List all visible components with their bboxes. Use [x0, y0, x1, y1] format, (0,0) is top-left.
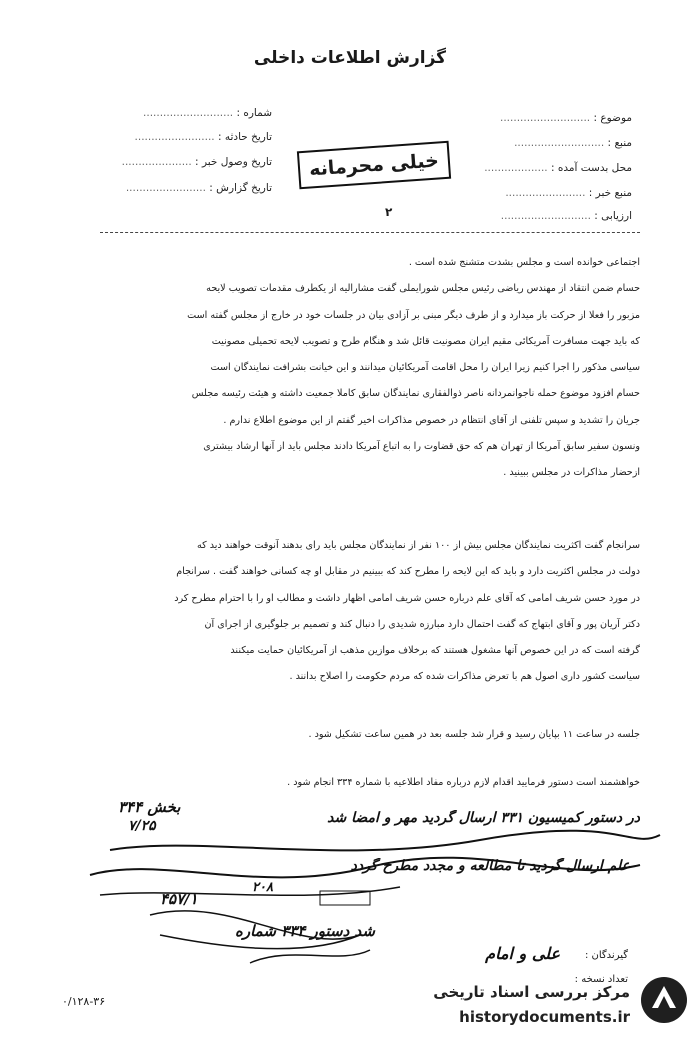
text-line: گرفته است که در این خصوص آنها مشغول هستند که برخلاف موازین مذهب از آمریکائیان حمایت میکنند: [230, 645, 640, 657]
archive-logo-icon: [638, 974, 690, 1026]
handwritten-note-top: بخش ۳۴۴: [118, 798, 181, 816]
header-value: ........................: [134, 131, 215, 143]
header-field-evaluation: ارزیابی : ...........................: [500, 210, 632, 222]
header-field-location: محل بدست آمده : ...................: [484, 162, 632, 174]
header-value: ...........................: [500, 210, 591, 222]
header-label: محل بدست آمده: [557, 162, 632, 174]
text-line: سیاست کشور داری اصول هم با تعرض مذاکرات شده که مردم حکومت را اصلاح بدانند .: [289, 671, 640, 683]
text-line: دکتر آریان پور و آقای ابتهاج که گفت احتمال دارد مبارزه شدیدی را دنبال کند و تصمیم بر جلوگیری از اجرای آن: [204, 618, 640, 630]
header-field-number: شماره : ...........................: [143, 107, 272, 119]
closing-line: [62, 770, 640, 796]
text-line: جریان را تشدید و سپس تلفنی از آقای انتظام در خصوص مذاکرات اخیر گفتم از این موضوع اطلاع ندارم .: [223, 414, 640, 426]
header-field-news-source: منبع خبر : ........................: [505, 187, 632, 199]
page-number: ۲: [385, 205, 393, 219]
handwritten-number-2: ۴۵۷/۱: [160, 890, 198, 908]
body-paragraph-3: [62, 722, 640, 748]
header-field-report-date: تاریخ گزارش : ........................: [125, 182, 272, 194]
header-field-receipt-date: تاریخ وصول خبر : .....................: [121, 156, 272, 168]
text-line: که باید جهت مسافرت آمریکائی مقیم ایران مصونیت قائل شد و هنگام طرح و تصویب لایحه تحمیلی مصونیت: [211, 335, 640, 347]
text-line: خواهشمند است دستور فرمایید اقدام لازم درباره مفاد اطلاعیه با شماره ۳۳۴ انجام شود .: [287, 777, 640, 788]
header-value: ...........................: [143, 107, 234, 119]
handwritten-recipients: علی و امام: [485, 944, 560, 963]
header-value: ...................: [484, 162, 548, 174]
classification-stamp: خیلی محرمانه: [297, 141, 451, 190]
header-label: تاریخ حادثه: [224, 131, 272, 143]
header-label: موضوع: [600, 112, 632, 124]
text-line: ونسون سفیر سابق آمریکا از تهران هم که حق قضاوت را به اتباع آمریکا دادند مجلس باید از آنها ارشاد بیشتری: [203, 441, 640, 453]
text-line: ازحضار مذاکرات در مجلس ببینید .: [503, 467, 640, 479]
header-value: ...........................: [514, 137, 605, 149]
header-divider: [100, 232, 640, 233]
text-line: دولت در مجلس اکثریت دارد و باید که این لایحه را مطرح کند که ببینیم در مقابل او چه کسانی خواهند گفت . سرانجام: [176, 566, 640, 578]
watermark-url: historydocuments.ir: [459, 1008, 630, 1026]
header-label: شماره: [243, 107, 272, 119]
header-field-subject: موضوع : ...........................: [500, 112, 632, 124]
text-line: اجتماعی خوانده است و مجلس بشدت متشنج شده است .: [408, 257, 640, 268]
handwritten-line-1: در دستور کمیسیون ۳۳۱ ارسال گردید مهر و امضا شد: [327, 810, 640, 826]
header-label: منبع خبر: [595, 187, 632, 199]
header-label: تاریخ وصول خبر: [201, 156, 272, 168]
body-paragraph-2: [62, 533, 640, 691]
text-line: در مورد حسن شریف امامی که آقای علم درباره حسن شریف امامی اظهار داشت و مطالب او را با احترام مطرح کرد: [174, 592, 640, 604]
header-value: ........................: [505, 187, 586, 199]
document-title: گزارش اطلاعات داخلی: [253, 48, 447, 68]
handwritten-date-top: ۷/۲۵: [128, 818, 156, 834]
header-value: ........................: [125, 182, 206, 194]
text-line: سرانجام گفت اکثریت نمایندگان مجلس بیش از ۱۰۰ نفر از نمایندگان مجلس باید رای بدهند آنوقت خواهند دید که: [196, 540, 640, 551]
text-line: حسام افزود موضوع حمله ناجوانمردانه ناصر ذوالفقاری نمایندگان سابق کاملا جمعیت داشته و هیئت رئیسه مجلس: [191, 388, 640, 400]
header-label: ارزیابی: [601, 210, 632, 222]
label-copies: تعداد نسخه :: [574, 974, 628, 985]
document-number: ۰/۱۲۸-۳۶: [62, 995, 106, 1008]
handwritten-line-2: علم ارسال گردید تا مطالعه و مجدد مطرح گردد: [350, 858, 630, 874]
header-label: تاریخ گزارش: [216, 182, 272, 194]
text-line: سیاسی مذکور را اجرا کنیم زیرا ایران را محل اقامت آمریکائیان میدانند و این خیانت بشرافت نمایندگان است: [210, 362, 640, 374]
watermark-name: مرکز بررسی اسناد تاریخی: [433, 983, 630, 1001]
text-line: حسام ضمن انتقاد از مهندس ریاضی رئیس مجلس شورایملی گفت مشارالیه از یکطرف مقدمات تصویب لایحه: [206, 283, 640, 295]
label-recipients: گیرندگان :: [584, 950, 628, 961]
handwritten-line-3: شد دستور ۳۳۴ شماره: [235, 922, 375, 940]
header-value: .....................: [121, 156, 192, 168]
handwritten-number-1: ۲۰۸: [252, 880, 273, 895]
header-label: منبع: [614, 137, 632, 149]
body-paragraph-1: [62, 250, 640, 487]
header-value: ...........................: [500, 112, 591, 124]
header-field-incident-date: تاریخ حادثه : ........................: [134, 131, 272, 143]
text-line: مزبور را فعلا از حرکت باز میدارد و از طرف دیگر مبنی بر آزادی بیان در جلسات خود در خارج از مجلس گفته است: [187, 309, 640, 321]
text-line: جلسه در ساعت ۱۱ بپایان رسید و قرار شد جلسه بعد در همین ساعت تشکیل شود .: [308, 729, 640, 740]
header-field-source: منبع : ...........................: [514, 137, 632, 149]
